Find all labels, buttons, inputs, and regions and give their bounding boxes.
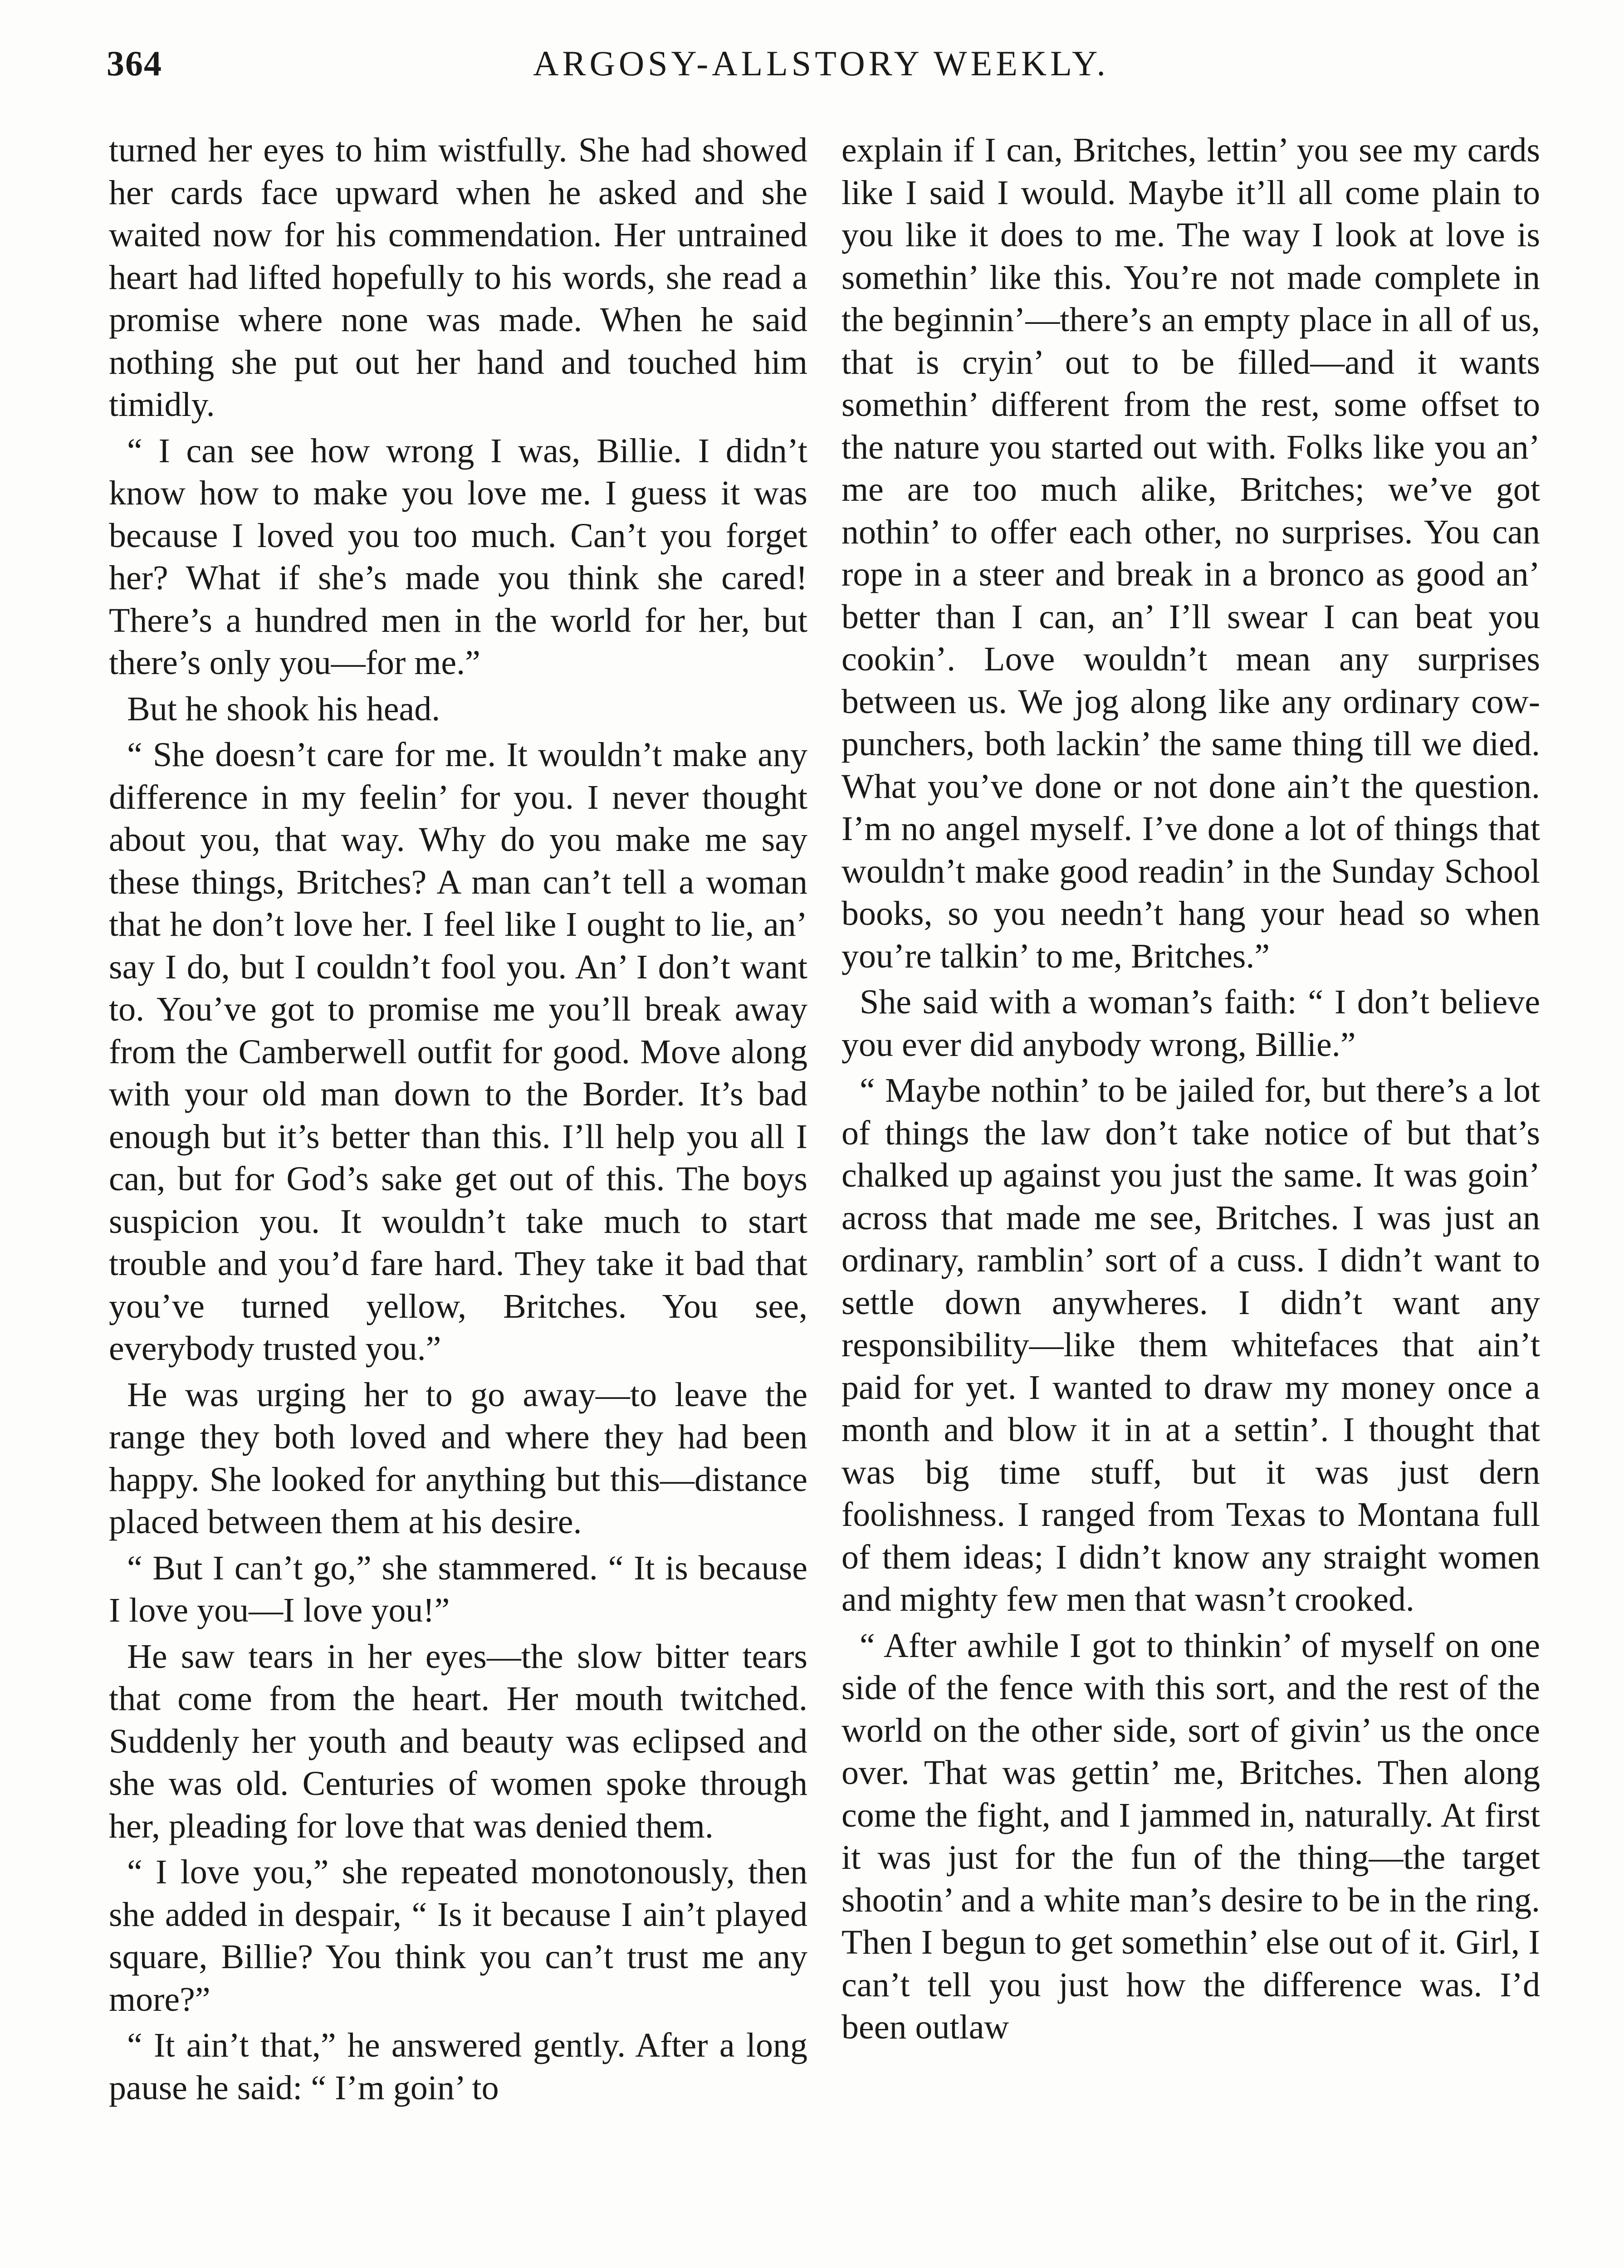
page-header bbox=[107, 43, 1536, 98]
running-head: ARGOSY-ALLSTORY WEEKLY. bbox=[533, 44, 1109, 83]
paragraph: He saw tears in her eyes—the slow bitter tears that come from the heart. Her mouth twitched. Suddenly her youth and beauty was eclipsed and she was old. Centuries of women spoke through her, pleading for love that was denied them. bbox=[109, 1637, 807, 1845]
paragraph: She said with a woman’s faith: “ I don’t believe you ever did anybody wrong, Billie.” bbox=[841, 983, 1540, 1064]
paragraph: “ But I can’t go,” she stammered. “ It is because I love you—I love you!” bbox=[109, 1549, 807, 1629]
paragraph: “ It ain’t that,” he answered gently. After a long pause he said: “ I’m goin’ to bbox=[109, 2026, 807, 2107]
right-column bbox=[841, 129, 1540, 2053]
paragraph: “ She doesn’t care for me. It wouldn’t make any difference in my feelin’ for you. I never thought about you, that way. Why do you make me say these things, Britches? A man can’t tell a woman that he don’t love her. I feel like I ought to lie, an’ say I do, but I couldn’t fool you. An’ I don’t want to. You’ve got to promise me you’ll break away from the Camberwell outfit for good. Move along with your old man down to the Border. It’s bad enough but it’s better than this. I’ll help you all I can, but for God’s sake get out of this. The boys suspicion you. It wouldn’t take much to start trouble and you’d fare hard. They take it bad that you’ve turned yellow, Britches. You see, everybody trusted you.” bbox=[109, 736, 807, 1368]
paragraph: “ I love you,” she repeated monotonously, then she added in despair, “ Is it because I ain’t played square, Billie? You think you can’t trust me any more?” bbox=[109, 1853, 807, 2019]
left-column bbox=[109, 129, 807, 2113]
paragraph: “ Maybe nothin’ to be jailed for, but there’s a lot of things the law don’t take notice of but that’s chalked up against you just the same. It was goin’ across that made me see, Britches. I was just an ordinary, ramblin’ sort of a cuss. I didn’t want to settle down anywheres. I didn’t want any responsibility—like them whitefaces that ain’t paid for yet. I wanted to draw my money once a month and blow it in at a settin’. I thought that was big time stuff, but it was just dern foolishness. I ranged from Texas to Montana full of them ideas; I didn’t know any straight women and mighty few men that wasn’t crooked. bbox=[841, 1071, 1540, 1618]
page-number: 364 bbox=[107, 44, 162, 83]
paragraph: He was urging her to go away—to leave the range they both loved and where they had been happy. She looked for anything but this—distance placed between them at his desire. bbox=[109, 1375, 807, 1541]
paragraph: “ I can see how wrong I was, Billie. I didn’t know how to make you love me. I guess it was because I loved you too much. Can’t you forget her? What if she’s made you think she cared! There’s a hundred men in the world for her, but there’s only you—for me.” bbox=[109, 431, 807, 682]
paragraph: But he shook his head. bbox=[127, 689, 440, 728]
paragraph: explain if I can, Britches, lettin’ you see my cards like I said I would. Maybe it’ll all come plain to you like it does to me. The way I look at love is somethin’ like this. You’re not made complete in the beginnin’—there’s an empty place in all of us, that is cryin’ out to be filled—and it wants somethin’ different from the rest, some offset to the nature you started out with. Folks like you an’ me are too much alike, Britches; we’ve got nothin’ to offer each other, no surprises. You can rope in a steer and break in a bronco as good an’ better than I can, an’ I’ll swear I can beat you cookin’. Love wouldn’t mean any surprises between us. We jog along like any ordinary cow-punchers, both lackin’ the same thing till we died. What you’ve done or not done ain’t the question. I’m no angel myself. I’ve done a lot of things that wouldn’t make good readin’ in the Sunday School books, so you needn’t hang your head so when you’re talkin’ to me, Britches.” bbox=[841, 131, 1540, 975]
paragraph: “ After awhile I got to thinkin’ of myself on one side of the fence with this sort, and the rest of the world on the other side, sort of givin’ us the once over. That was gettin’ me, Britches. Then along come the fight, and I jammed in, naturally. At first it was just for the fun of the thing—the target shootin’ and a white man’s desire to be in the ring. Then I begun to get somethin’ else out of it. Girl, I can’t tell you just how the difference was. I’d been outlaw bbox=[841, 1626, 1540, 2046]
paragraph: turned her eyes to him wistfully. She had showed her cards face upward when he asked and she waited now for his commendation. Her untrained heart had lifted hopefully to his words, she read a promise where none was made. When he said nothing she put out her hand and touched him timidly. bbox=[109, 131, 807, 424]
